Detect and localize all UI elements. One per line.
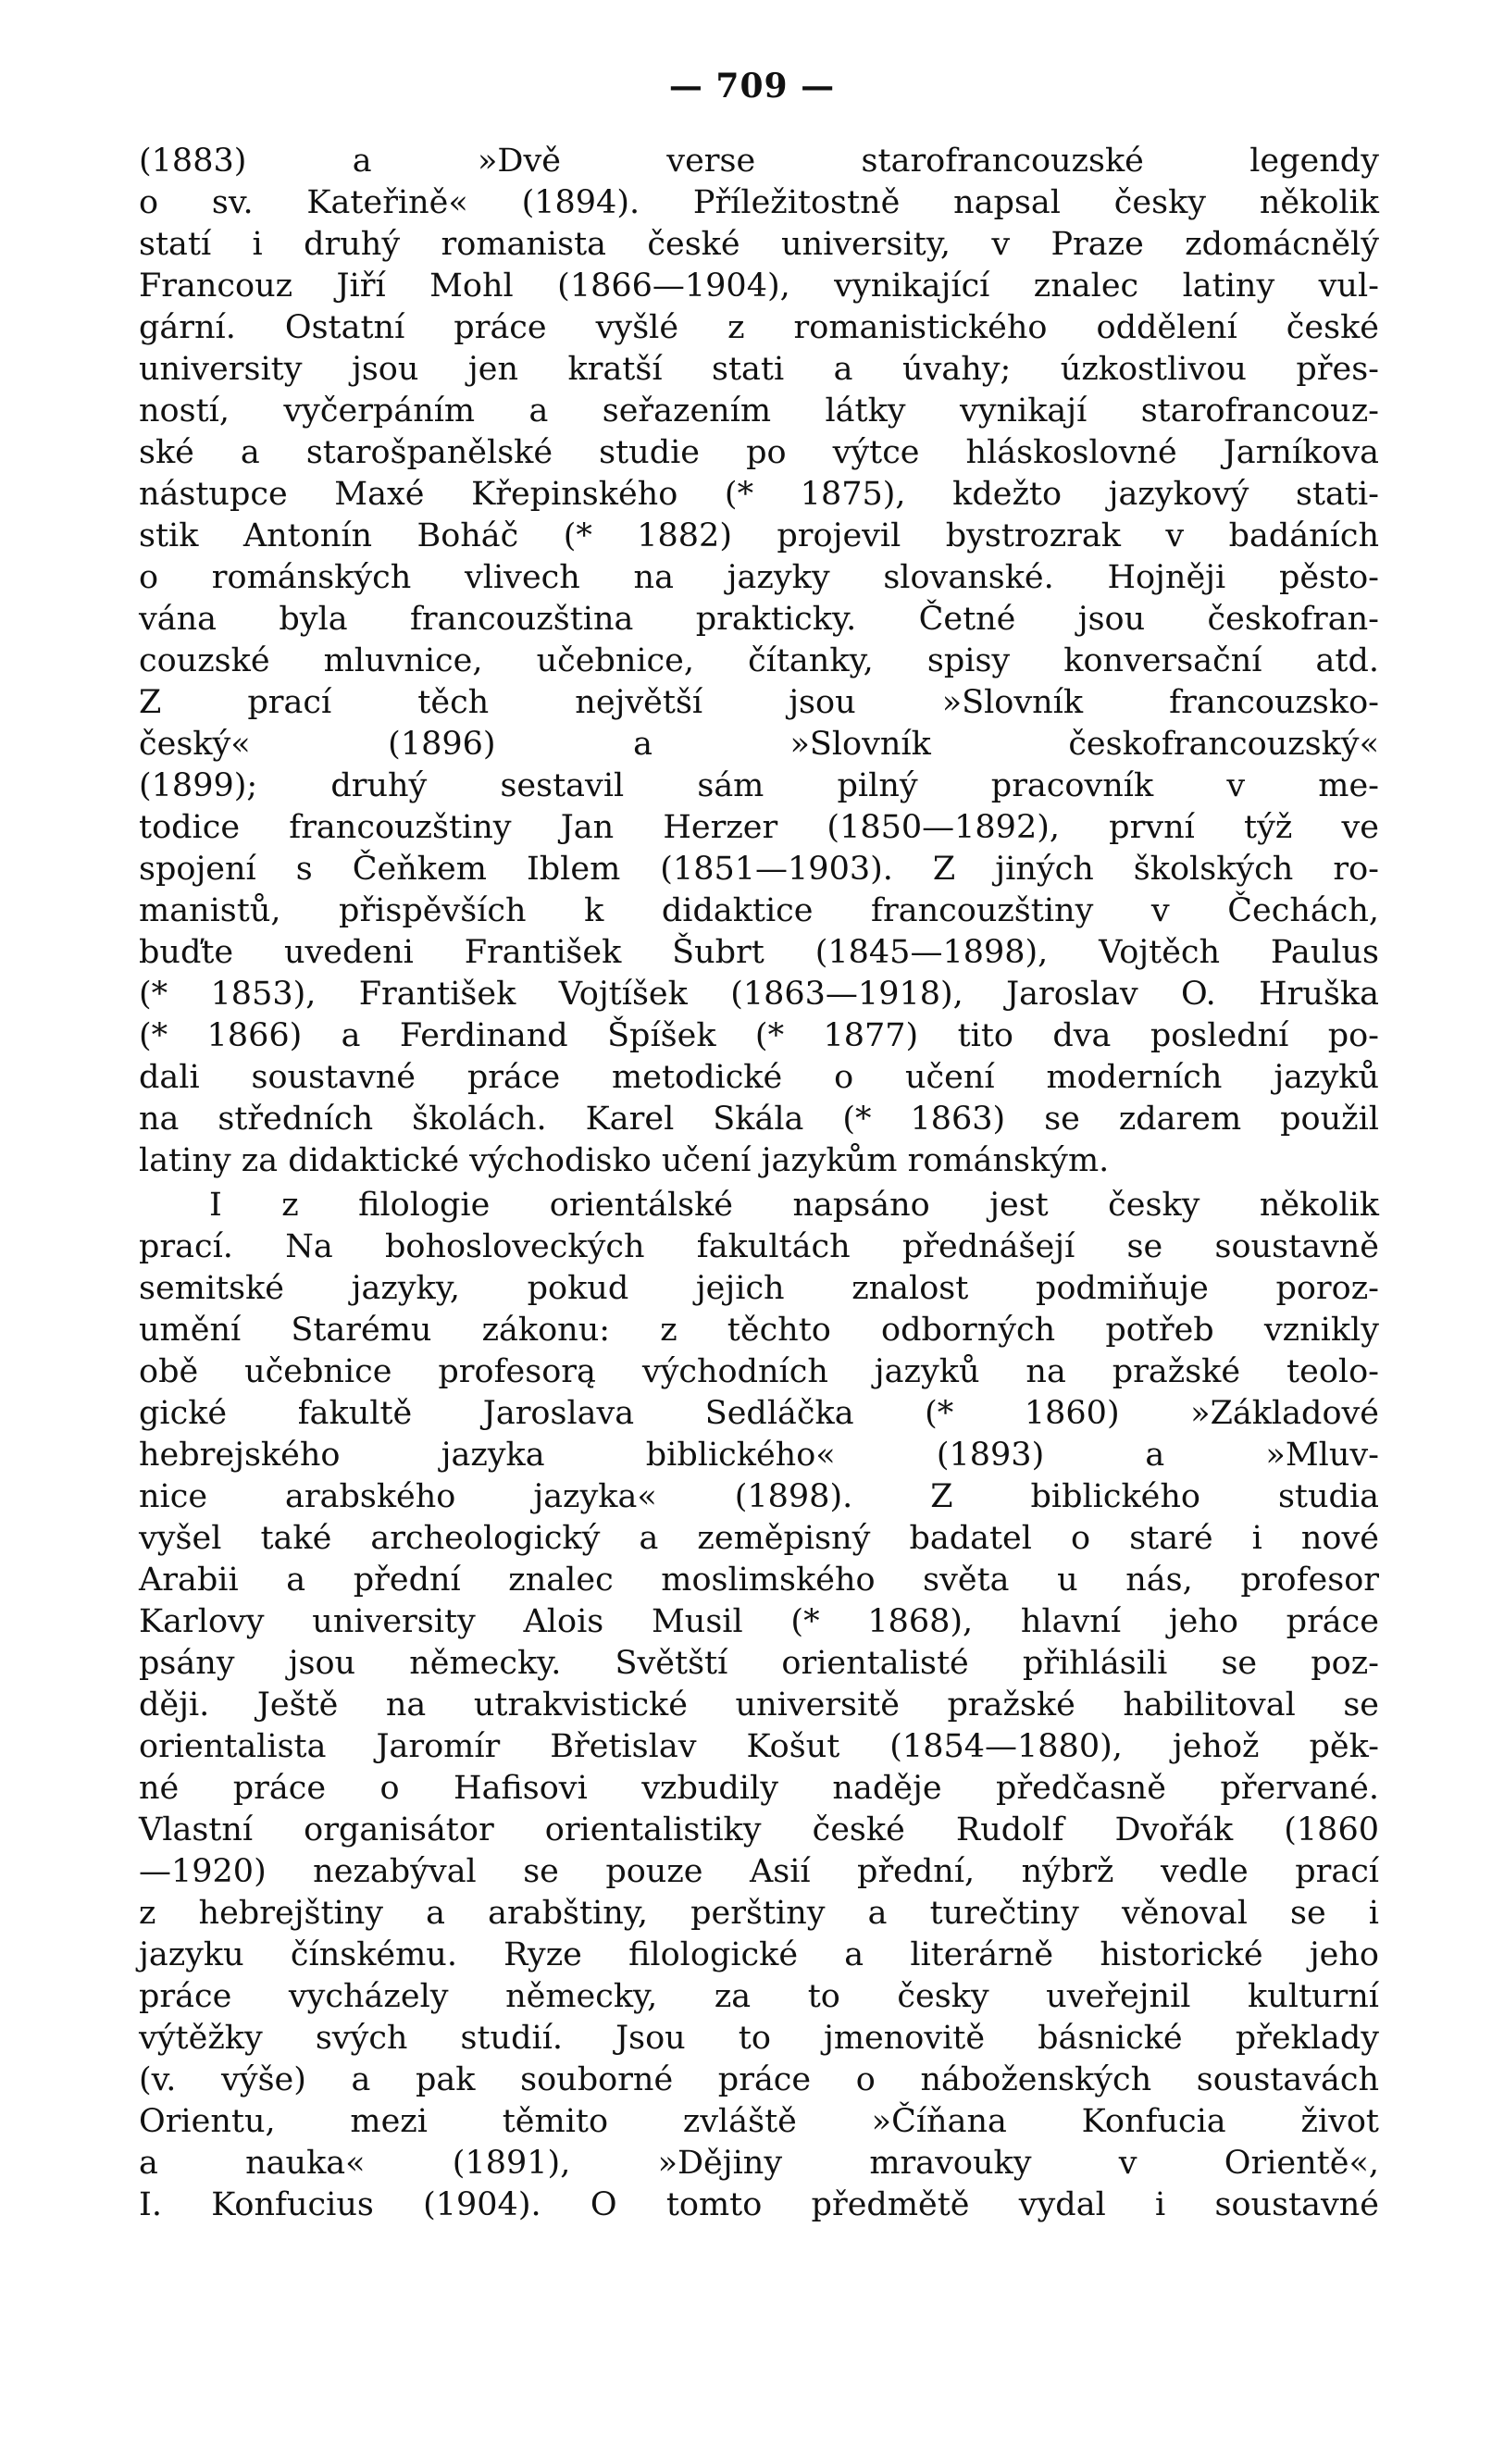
text-line: latiny za didaktické východisko učení jazykům románským. — [139, 1142, 1110, 1179]
text-line: —1920) nezabýval se pouze Asií přední, nýbrž vedle prací — [139, 1853, 1379, 1890]
text-line: obě učebnice profesorą východních jazyků na pražské teolo- — [139, 1353, 1379, 1390]
text-line: semitské jazyky, pokud jejich znalost podmiňuje poroz- — [139, 1270, 1379, 1307]
text-line: český« (1896) a »Slovník českofrancouzský« — [139, 726, 1379, 763]
text-line: spojení s Čeňkem Iblem (1851—1903). Z jiných školských ro- — [139, 851, 1379, 888]
text-line: psány jsou německy. Světští orientalisté přihlásili se poz- — [139, 1645, 1379, 1682]
text-line: Vlastní organisátor orientalistiky české Rudolf Dvořák (1860 — [139, 1811, 1379, 1848]
text-line: buďte uvedeni František Šubrt (1845—1898), Vojtěch Paulus — [139, 934, 1379, 971]
text-line: university jsou jen kratší stati a úvahy; úzkostlivou přes- — [139, 351, 1379, 388]
text-line: vyšel také archeologický a zeměpisný badatel o staré i nové — [139, 1520, 1379, 1557]
text-line: stik Antonín Boháč (* 1882) projevil bystrozrak v badáních — [139, 517, 1379, 554]
text-line: Z prací těch největší jsou »Slovník francouzsko- — [139, 684, 1379, 721]
paragraph-start-line: I z filologie orientálské napsáno jest česky několik — [209, 1187, 1379, 1224]
text-line: nástupce Maxé Křepinského (* 1875), kdežto jazykový stati- — [139, 476, 1379, 513]
text-line: a nauka« (1891), »Dějiny mravouky v Orientě«, — [139, 2145, 1379, 2182]
text-line: I. Konfucius (1904). O tomto předmětě vydal i soustavné — [139, 2186, 1379, 2223]
text-line: statí i druhý romanista české university, v Praze zdomácnělý — [139, 226, 1379, 263]
text-line: (* 1866) a Ferdinand Špíšek (* 1877) tito dva poslední po- — [139, 1017, 1379, 1054]
text-line: dali soustavné práce metodické o učení moderních jazyků — [139, 1059, 1379, 1096]
text-line: jazyku čínskému. Ryze filologické a literárně historické jeho — [139, 1936, 1379, 1973]
text-line: hebrejského jazyka biblického« (1893) a »Mluv- — [139, 1437, 1379, 1474]
text-line: gární. Ostatní práce vyšlé z romanistického oddělení české — [139, 309, 1379, 346]
text-line: né práce o Hafisovi vzbudily naděje předčasně přervané. — [139, 1770, 1379, 1807]
text-line: z hebrejštiny a arabštiny, perštiny a turečtiny věnoval se i — [139, 1895, 1379, 1932]
text-line: na středních školách. Karel Skála (* 1863) se zdarem použil — [139, 1101, 1379, 1138]
text-line: o románských vlivech na jazyky slovanské. Hojněji pěsto- — [139, 559, 1379, 596]
text-line: Arabii a přední znalec moslimského světa u nás, profesor — [139, 1562, 1379, 1599]
text-line: (* 1853), František Vojtíšek (1863—1918), Jaroslav O. Hruška — [139, 976, 1379, 1013]
text-line: ději. Ještě na utrakvistické universitě pražské habilitoval se — [139, 1686, 1379, 1724]
text-line: Orientu, mezi těmito zvláště »Číňana Konfucia život — [139, 2103, 1379, 2140]
text-line: ností, vyčerpáním a seřazením látky vynikají starofrancouz- — [139, 392, 1379, 429]
text-line: nice arabského jazyka« (1898). Z biblického studia — [139, 1478, 1379, 1515]
body-text — [139, 141, 1379, 2226]
text-line: (1883) a »Dvě verse starofrancouzské legendy — [139, 143, 1379, 180]
text-line: výtěžky svých studií. Jsou to jmenovitě básnické překlady — [139, 2020, 1379, 2057]
text-line: (v. výše) a pak souborné práce o náboženských soustavách — [139, 2061, 1379, 2098]
text-line: prací. Na bohosloveckých fakultách přednášejí se soustavně — [139, 1228, 1379, 1265]
text-line: vána byla francouzština prakticky. Četné jsou českofran- — [139, 601, 1379, 638]
text-line: Karlovy university Alois Musil (* 1868), hlavní jeho práce — [139, 1603, 1379, 1640]
text-line: couzské mluvnice, učebnice, čítanky, spisy konversační atd. — [139, 642, 1379, 679]
text-line: (1899); druhý sestavil sám pilný pracovník v me- — [139, 767, 1379, 804]
text-line: umění Starému zákonu: z těchto odborných potřeb vznikly — [139, 1312, 1379, 1349]
text-line: práce vycházely německy, za to česky uveřejnil kulturní — [139, 1978, 1379, 2015]
text-line: ské a starošpanělské studie po výtce hláskoslovné Jarníkova — [139, 434, 1379, 471]
text-line: orientalista Jaromír Břetislav Košut (1854—1880), jehož pěk- — [139, 1728, 1379, 1765]
text-line: o sv. Kateřině« (1894). Příležitostně napsal česky několik — [139, 184, 1379, 221]
text-line: gické fakultě Jaroslava Sedláčka (* 1860) »Základové — [139, 1395, 1379, 1432]
text-line: todice francouzštiny Jan Herzer (1850—1892), první týž ve — [139, 809, 1379, 846]
page-number: — 709 — — [668, 67, 836, 106]
text-line: Francouz Jiří Mohl (1866—1904), vynikající znalec latiny vul- — [139, 268, 1379, 305]
text-line: manistů, přispěvších k didaktice francouzštiny v Čechách, — [139, 892, 1379, 929]
